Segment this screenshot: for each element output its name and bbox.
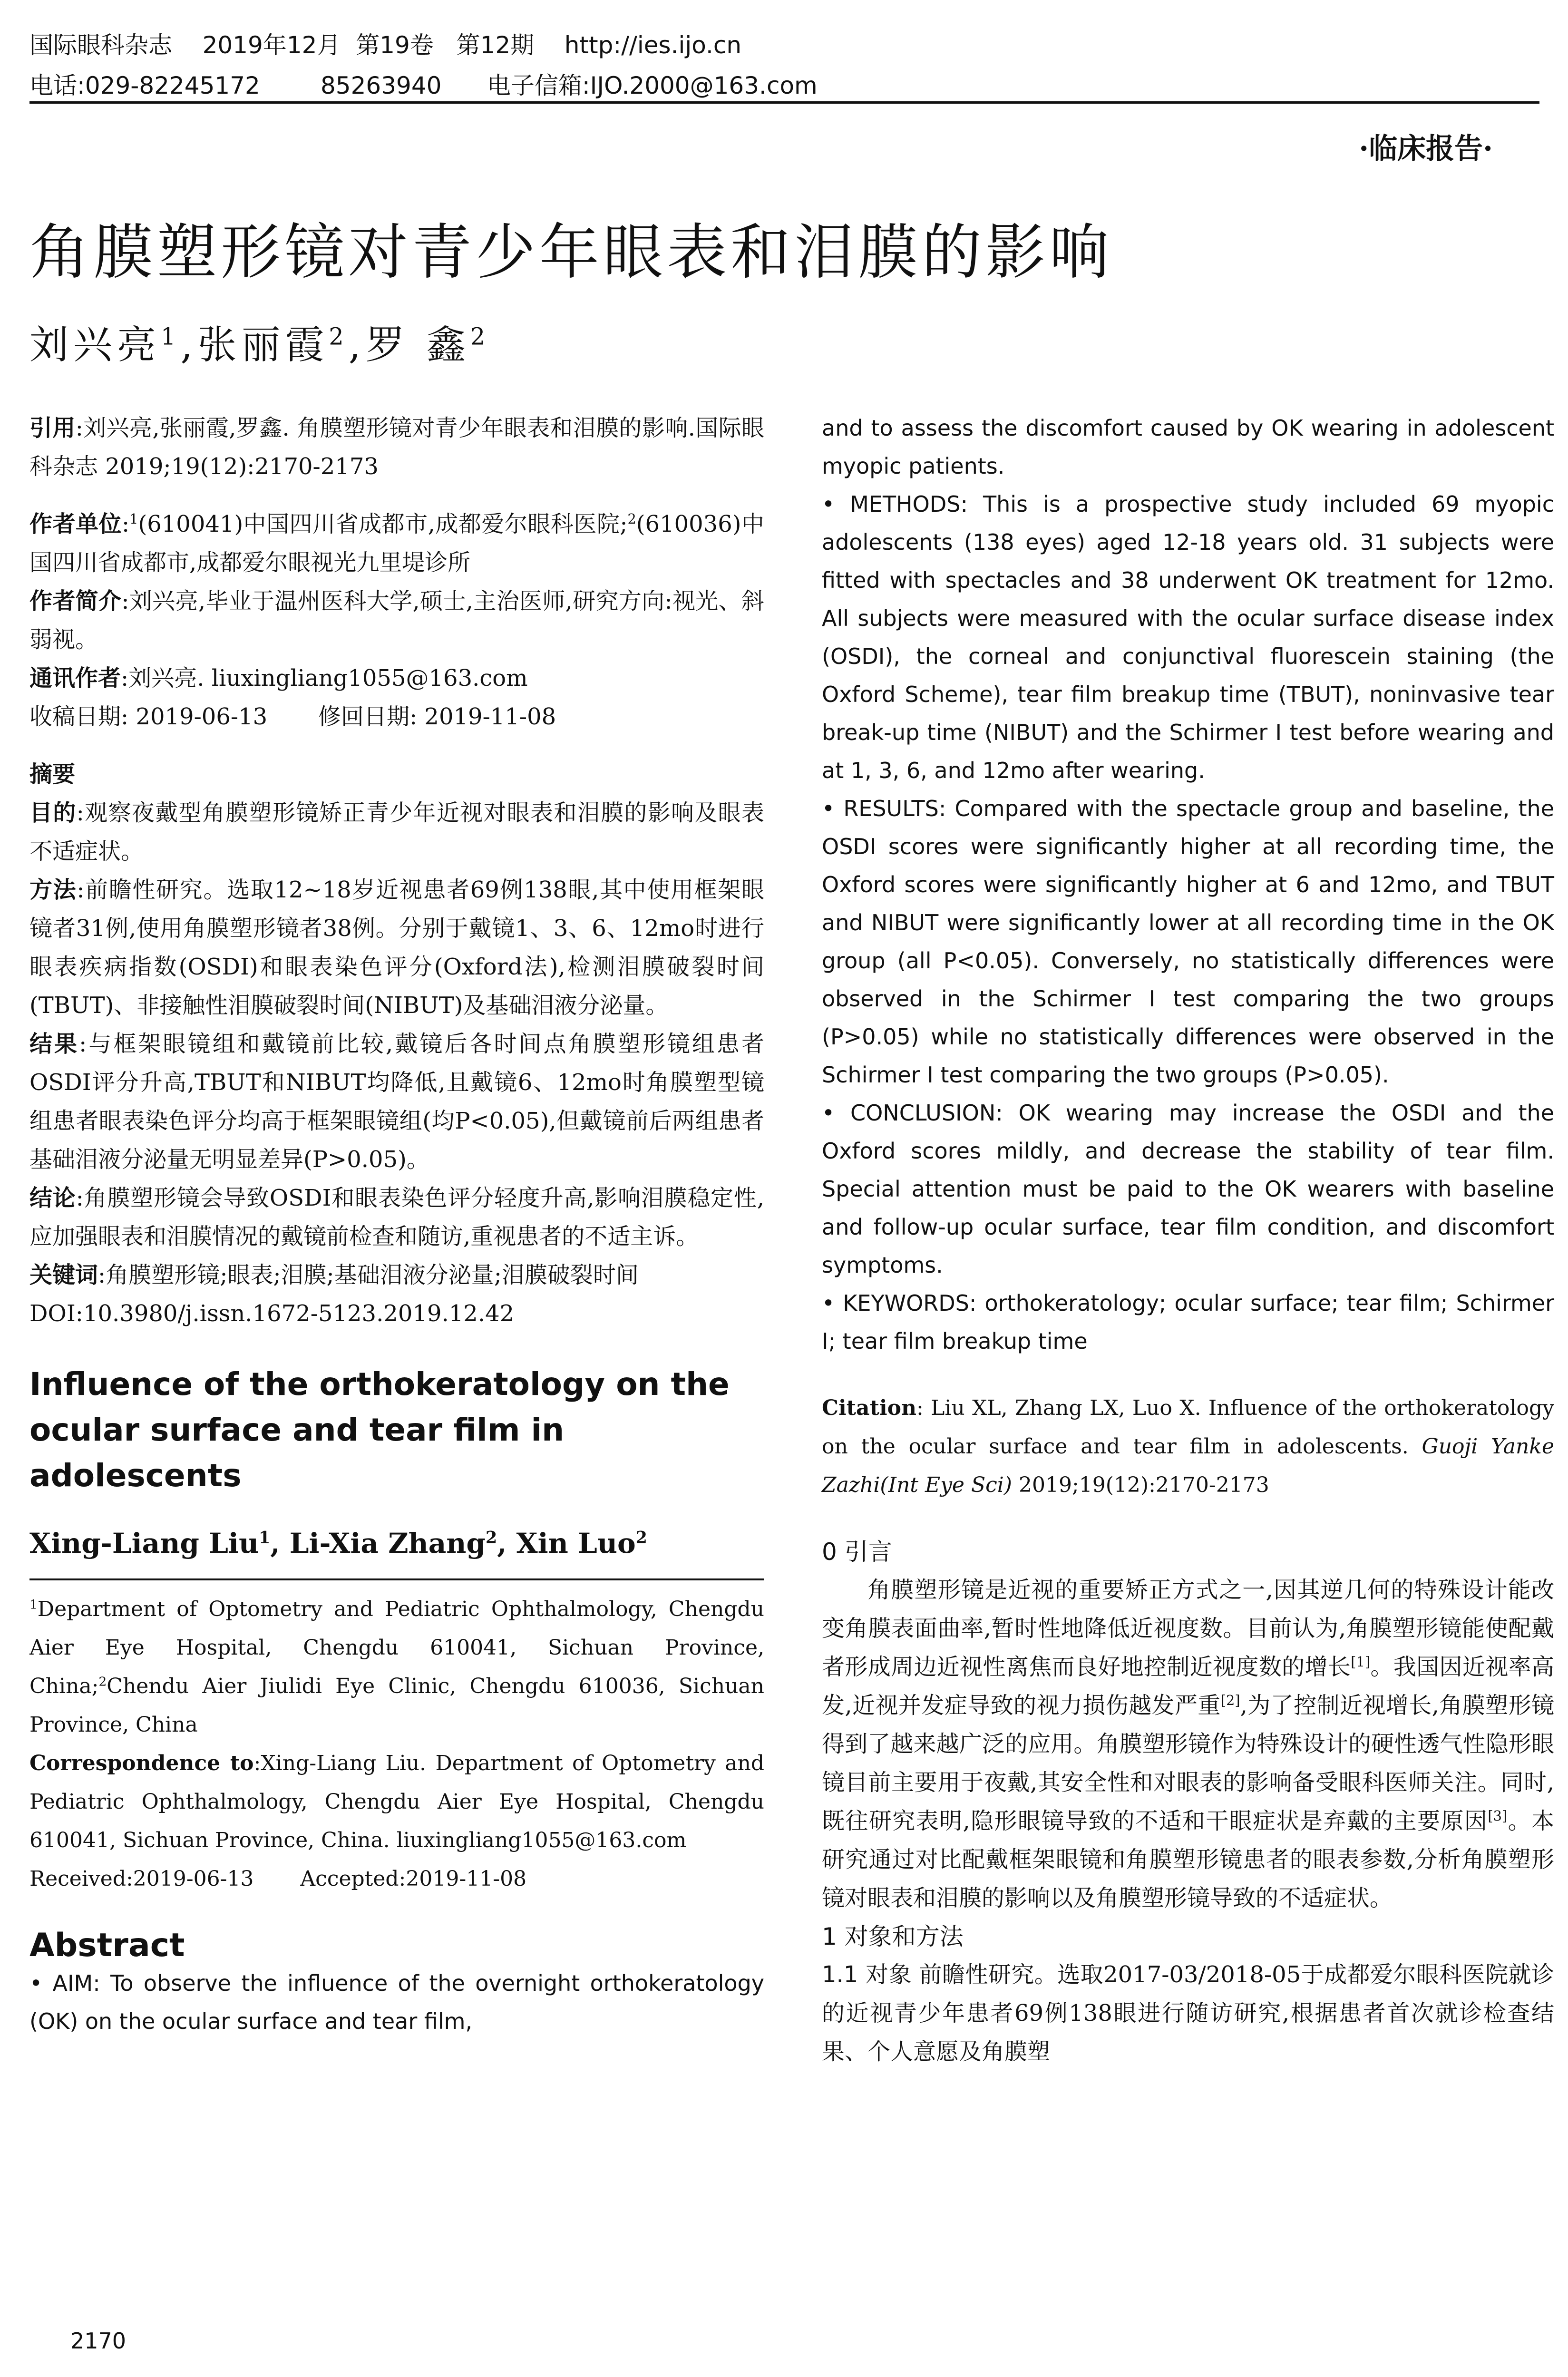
affiliation-text: (610041)中国四川省成都市,成都爱尔眼科医院; bbox=[138, 511, 628, 537]
en-corr-label: Correspondence to bbox=[29, 1751, 254, 1775]
citation-label: 引用 bbox=[29, 415, 76, 441]
results-text: :与框架眼镜组和戴镜前比较,戴镜后各时间点角膜塑形镜组患者OSDI评分升高,TBUT和NIBUT均降低,且戴镜6、12mo时角膜塑型镜组患者眼表染色评分均高于框架眼镜组(均P<0.05),但戴镜前后两组患者基础泪液分泌量无明显差异(P>0.05)。 bbox=[29, 1031, 764, 1173]
aim-label: 目的 bbox=[29, 799, 77, 826]
citation-text: :刘兴亮,张丽霞,罗鑫. 角膜塑形镜对青少年眼表和泪膜的影响.国际眼科杂志 2019;19(12):2170-2173 bbox=[29, 415, 764, 480]
english-author-mark: 2 bbox=[635, 1528, 647, 1548]
subjects-label: 1.1 对象 bbox=[822, 1961, 912, 1988]
author-list: 刘兴亮$^1$,张丽霞$^2$,罗 鑫$^2$ bbox=[29, 322, 490, 368]
intro-heading: 0 引言 bbox=[822, 1538, 892, 1566]
reference-mark: [3] bbox=[1488, 1808, 1508, 1824]
keywords-label: 关键词 bbox=[29, 1262, 98, 1288]
keywords-text: :角膜塑形镜;眼表;泪膜;基础泪液分泌量;泪膜破裂时间 bbox=[98, 1262, 639, 1288]
methods-label: 方法 bbox=[29, 877, 77, 903]
doi: DOI:10.3980/j.issn.1672-5123.2019.12.42 bbox=[29, 1300, 515, 1327]
corresponding-author bbox=[29, 659, 764, 698]
abstract-heading-en: Abstract bbox=[29, 1927, 185, 1964]
english-author-name: Xing-Liang Liu bbox=[29, 1527, 259, 1559]
affiliation-mark: 1 bbox=[129, 511, 138, 527]
abstract-methods-en: • METHODS: This is a prospective study included 69 myopic adolescents (138 eyes) aged 12-18 years old. 31 subjects were fitted with spectacles and 38 underwent OK treatment for 12mo. All subjects were measured with the ocular surface disease index (OSDI), the corneal and conjunctival fluorescein staining (the Oxford Scheme), tear film breakup time (TBUT), noninvasive tear break-up time (NIBUT) and the Schirmer I test before wearing and at 1, 3, 6, and 12mo after wearing. bbox=[822, 485, 1554, 789]
right-column bbox=[822, 409, 1554, 2071]
affiliation-label: 作者单位 bbox=[29, 511, 122, 537]
affiliation-text: (610036)中国四川省成都市,成都爱尔眼视光九里堤诊所 bbox=[29, 511, 764, 576]
english-author-name: Li-Xia Zhang bbox=[289, 1527, 486, 1559]
author-name: 刘兴亮 bbox=[29, 322, 161, 368]
english-received: Received:2019-06-13 Accepted:2019-11-08 bbox=[29, 1867, 527, 1891]
affiliation-colon: : bbox=[121, 511, 130, 537]
subjects-text: 前瞻性研究。选取2017-03/2018-05于成都爱尔眼科医院就诊的近视青少年患者69例138眼进行随访研究,根据患者首次就诊检查结果、个人意愿及角膜塑 bbox=[822, 1961, 1554, 2065]
en-affil-mark: 2 bbox=[98, 1674, 107, 1689]
keywords-cn bbox=[29, 1256, 764, 1295]
english-affiliation bbox=[29, 1590, 764, 1744]
intro-text: 。本研究通过对比配戴框架眼镜和角膜塑形镜患者的眼表参数,分析角膜塑形镜对眼表和泪膜的影响以及角膜塑形镜导致的不适症状。 bbox=[822, 1808, 1554, 1911]
intro-text: 角膜塑形镜是近视的重要矫正方式之一,因其逆几何的特殊设计能改变角膜表面曲率,暂时性地降低近视度数。目前认为,角膜塑形镜能使配戴者形成周边近视性离焦而良好地控制近视度数的增长 bbox=[822, 1577, 1554, 1680]
author-name: 罗 鑫 bbox=[365, 322, 470, 368]
intro-text: ,为了控制近视增长,角膜塑形镜得到了越来越广泛的应用。角膜塑形镜作为特殊设计的硬性透气性隐形眼镜目前主要用于夜戴,其安全性和对眼表的影响备受眼科医师关注。同时,既往研究表明,隐形眼镜导致的不适和干眼症状是弃戴的主要原因 bbox=[822, 1692, 1554, 1834]
subjects-paragraph bbox=[822, 1956, 1554, 2071]
author-name: 张丽霞 bbox=[197, 322, 329, 368]
english-title: Influence of the orthokeratology on the ocular surface and tear film in adolescents bbox=[29, 1366, 730, 1494]
bio-text: :刘兴亮,毕业于温州医科大学,硕士,主治医师,研究方向:视光、斜弱视。 bbox=[29, 588, 764, 653]
citation-en bbox=[822, 1389, 1554, 1504]
citation-en-text: : Liu XL, Zhang LX, Luo X. Influence of the orthokeratology on the ocular surface and tear film in adolescents. bbox=[822, 1396, 1554, 1459]
received-dates: 收稿日期: 2019-06-13 修回日期: 2019-11-08 bbox=[29, 703, 556, 730]
intro-text: 。我国因近视率高发,近视并发症导致的视力损伤越发严重 bbox=[822, 1654, 1554, 1719]
section-label: ·临床报告· bbox=[1359, 132, 1493, 166]
abstract-aim-cn bbox=[29, 794, 764, 871]
author-bio bbox=[29, 582, 764, 659]
abstract-results-cn bbox=[29, 1025, 764, 1179]
corr-label: 通讯作者 bbox=[29, 665, 121, 692]
en-affil-text: Department of Optometry and Pediatric Ophthalmology, Chengdu Aier Eye Hospital, Chengdu 610041, Sichuan Province, China; bbox=[29, 1597, 764, 1698]
abstract-results-en: • RESULTS: Compared with the spectacle group and baseline, the OSDI scores were significantly higher at all recording time, the Oxford scores were significantly higher at 6 and 12mo, and TBUT and NIBUT were significantly lower at all recording time in the OK group (all P<0.05). Conversely, no statistically differences were observed in the Schirmer I test comparing the two groups (P>0.05) while no statistically differences were observed in the Schirmer I test comparing the two groups (P>0.05). bbox=[822, 789, 1554, 1094]
citation-en-label: Citation bbox=[822, 1396, 916, 1420]
en-affil-mark: 1 bbox=[29, 1597, 38, 1612]
english-author-list: Xing-Liang Liu$^1$, Li-Xia Zhang$^2$, Xin Luo$^2$ bbox=[29, 1527, 647, 1559]
article-title: 角膜塑形镜对青少年眼表和泪膜的影响 bbox=[29, 217, 1113, 287]
author-affiliation-mark: 2 bbox=[329, 322, 349, 351]
abstract-aim-en: • AIM: To observe the influence of the overnight orthokeratology (OK) on the ocular surface and tear film, bbox=[29, 1964, 764, 2040]
reference-mark: [2] bbox=[1220, 1692, 1240, 1708]
en-affil-text: Chendu Aier Jiulidi Eye Clinic, Chengdu 610036, Sichuan Province, China bbox=[29, 1674, 764, 1737]
english-correspondence bbox=[29, 1744, 764, 1860]
keywords-en: • KEYWORDS: orthokeratology; ocular surface; tear film; Schirmer I; tear film breakup time bbox=[822, 1284, 1554, 1360]
abstract-conclusion-en: • CONCLUSION: OK wearing may increase the OSDI and the Oxford scores mildly, and decrease the stability of tear film. Special attention must be paid to the OK wearers with baseline and follow-up ocular surface, tear film condition, and discomfort symptoms. bbox=[822, 1094, 1554, 1284]
abstract-heading-cn: 摘要 bbox=[29, 761, 76, 788]
citation-en-tail: 2019;19(12):2170-2173 bbox=[1012, 1473, 1269, 1497]
abstract-conclusion-cn bbox=[29, 1179, 764, 1256]
conclusion-label: 结论 bbox=[29, 1185, 76, 1211]
author-affiliation-mark: 1 bbox=[161, 322, 181, 351]
header-rule bbox=[29, 101, 1539, 104]
reference-mark: [1] bbox=[1351, 1654, 1371, 1670]
bio-label: 作者简介 bbox=[29, 588, 122, 614]
citation-cn bbox=[29, 409, 764, 486]
results-label: 结果 bbox=[29, 1031, 79, 1057]
en-corr-text: :Xing-Liang Liu. Department of Optometry and Pediatric Ophthalmology, Chengdu Aier Eye Hospital, Chengdu 610041, Sichuan Province, China. liuxingliang1055@163.com bbox=[29, 1751, 764, 1852]
journal-header-line2: 电话:029-82245172 85263940 电子信箱:IJO.2000@163.com bbox=[29, 72, 818, 99]
english-author-mark: 1 bbox=[259, 1528, 271, 1548]
corr-text: :刘兴亮. liuxingliang1055@163.com bbox=[121, 665, 528, 692]
english-author-name: Xin Luo bbox=[516, 1527, 636, 1559]
author-affiliation-mark: 2 bbox=[470, 322, 490, 351]
left-column bbox=[29, 409, 764, 2040]
aim-text: :观察夜戴型角膜塑形镜矫正青少年近视对眼表和泪膜的影响及眼表不适症状。 bbox=[29, 799, 764, 865]
abstract-methods-cn bbox=[29, 871, 764, 1025]
english-author-mark: 2 bbox=[486, 1528, 497, 1548]
affiliation-mark: 2 bbox=[627, 511, 636, 527]
intro-paragraph bbox=[822, 1571, 1554, 1918]
abstract-aim-en-cont: and to assess the discomfort caused by OK wearing in adolescent myopic patients. bbox=[822, 415, 1554, 479]
page-number: 2170 bbox=[70, 2328, 127, 2354]
citation-en-journal: Guoji Yanke Zazhi(Int Eye Sci) bbox=[822, 1434, 1554, 1497]
conclusion-text: :角膜塑形镜会导致OSDI和眼表染色评分轻度升高,影响泪膜稳定性,应加强眼表和泪膜情况的戴镜前检查和随访,重视患者的不适主诉。 bbox=[29, 1185, 764, 1250]
affiliation-cn bbox=[29, 505, 764, 582]
methods-heading: 1 对象和方法 bbox=[822, 1923, 964, 1950]
methods-text: :前瞻性研究。选取12~18岁近视患者69例138眼,其中使用框架眼镜者31例,使用角膜塑形镜者38例。分别于戴镜1、3、6、12mo时进行眼表疾病指数(OSDI)和眼表染色评分(Oxford法),检测泪膜破裂时间(TBUT)、非接触性泪膜破裂时间(NIBUT)及基础泪液分泌量。 bbox=[29, 877, 764, 1019]
journal-header-line1: 国际眼科杂志 2019年12月 第19卷 第12期 http://ies.ijo.cn bbox=[29, 31, 742, 59]
